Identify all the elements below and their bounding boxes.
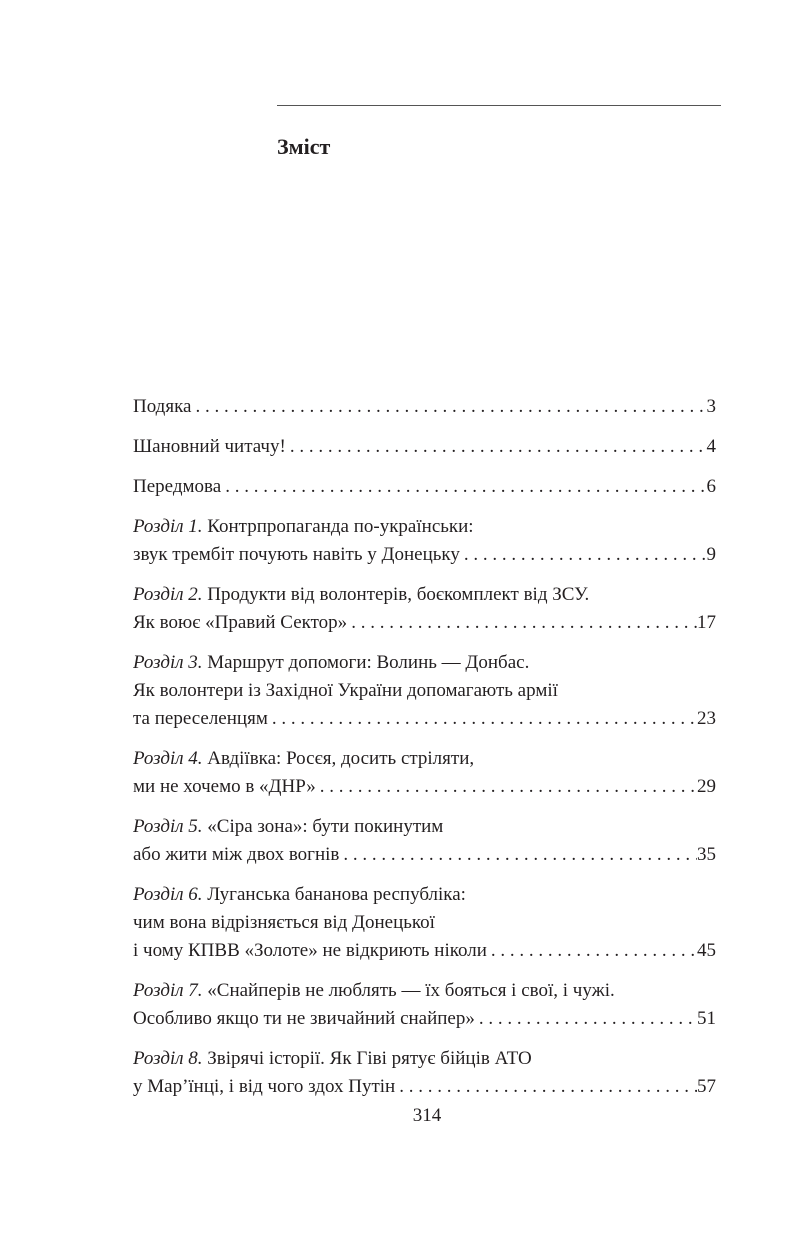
toc-entry[interactable] (133, 473, 716, 501)
page-title: Зміст (277, 134, 331, 159)
toc-entry-title-end: або жити між двох вогнів (133, 844, 340, 865)
toc-page-number: 6 (706, 476, 716, 497)
toc-entry-title-end: ми не хочемо в «ДНР» (133, 776, 316, 797)
toc-entry[interactable] (133, 513, 716, 569)
toc-entry[interactable] (133, 393, 716, 421)
toc-entry-title-end: у Мар’їнці, і від чого здох Путін (133, 1076, 396, 1097)
toc-page-number: 45 (697, 940, 716, 961)
chapter-label: Розділ 2. (133, 584, 203, 605)
page-number: 314 (412, 1105, 442, 1126)
toc-entry-title-line: Маршрут допомоги: Волинь — Донбас. (207, 652, 530, 673)
dot-leader (460, 541, 707, 569)
dot-leader (339, 841, 697, 869)
dot-leader (191, 393, 706, 421)
toc-page-number: 29 (697, 776, 716, 797)
toc-entry-title-end: Подяка (133, 396, 192, 417)
chapter-label: Розділ 8. (133, 1048, 203, 1069)
toc-entry-title-end: та переселенцям (133, 708, 268, 729)
toc-entry[interactable] (133, 581, 716, 637)
toc-entry[interactable] (133, 745, 716, 801)
top-rule (277, 105, 721, 106)
toc-page-number: 57 (697, 1076, 716, 1097)
toc-page-number: 35 (697, 844, 716, 865)
toc-entry-title-end: Шановний читачу! (133, 436, 286, 457)
toc-entry[interactable] (133, 649, 716, 733)
toc-entry-title-line: Як волонтери із Західної України допомагають армії (133, 680, 558, 701)
toc-entry-title-end: Особливо якщо ти не звичайний снайпер» (133, 1008, 475, 1029)
dot-leader (316, 773, 697, 801)
chapter-label: Розділ 3. (133, 652, 203, 673)
chapter-label: Розділ 1. (133, 516, 203, 537)
toc-entry-title-line: чим вона відрізняється від Донецької (133, 912, 435, 933)
toc-entry[interactable] (133, 1045, 716, 1101)
dot-leader (395, 1073, 697, 1101)
toc-entry-title-line: Продукти від волонтерів, боєкомплект від ЗСУ. (207, 584, 590, 605)
toc-entry-title-line: «Сіра зона»: бути покинутим (207, 816, 444, 837)
chapter-label: Розділ 7. (133, 980, 203, 1001)
chapter-label: Розділ 4. (133, 748, 203, 769)
dot-leader (268, 705, 697, 733)
toc-entry-title-line: «Снайперів не люблять — їх бояться і свої, і чужі. (207, 980, 615, 1001)
toc-page-number: 3 (706, 396, 716, 417)
toc-entry[interactable] (133, 433, 716, 461)
dot-leader (475, 1005, 697, 1033)
table-of-contents (133, 393, 716, 1101)
chapter-label: Розділ 6. (133, 884, 203, 905)
dot-leader (487, 937, 697, 965)
toc-page-number: 51 (697, 1008, 716, 1029)
chapter-label: Розділ 5. (133, 816, 203, 837)
toc-entry-title-end: Як воює «Правий Сектор» (133, 612, 348, 633)
toc-entry[interactable] (133, 881, 716, 965)
toc-entry-title-line: Звірячі історії. Як Гіві рятує бійців АТО (207, 1048, 532, 1069)
toc-page-number: 17 (697, 612, 716, 633)
dot-leader (347, 609, 697, 637)
toc-entry[interactable] (133, 977, 716, 1033)
toc-entry-title-line: Авдіївка: Росєя, досить стріляти, (207, 748, 475, 769)
dot-leader (286, 433, 707, 461)
toc-page-number: 4 (706, 436, 716, 457)
toc-page-number: 9 (706, 544, 716, 565)
toc-entry-title-end: і чому КПВВ «Золоте» не відкриють ніколи (133, 940, 487, 961)
toc-page-number: 23 (697, 708, 716, 729)
toc-entry-title-line: Луганська бананова республіка: (207, 884, 466, 905)
toc-entry-title-line: Контрпропаганда по-українськи: (207, 516, 474, 537)
toc-entry-title-end: звук трембіт почують навіть у Донецьку (133, 544, 460, 565)
dot-leader (221, 473, 706, 501)
toc-entry[interactable] (133, 813, 716, 869)
toc-entry-title-end: Передмова (133, 476, 222, 497)
